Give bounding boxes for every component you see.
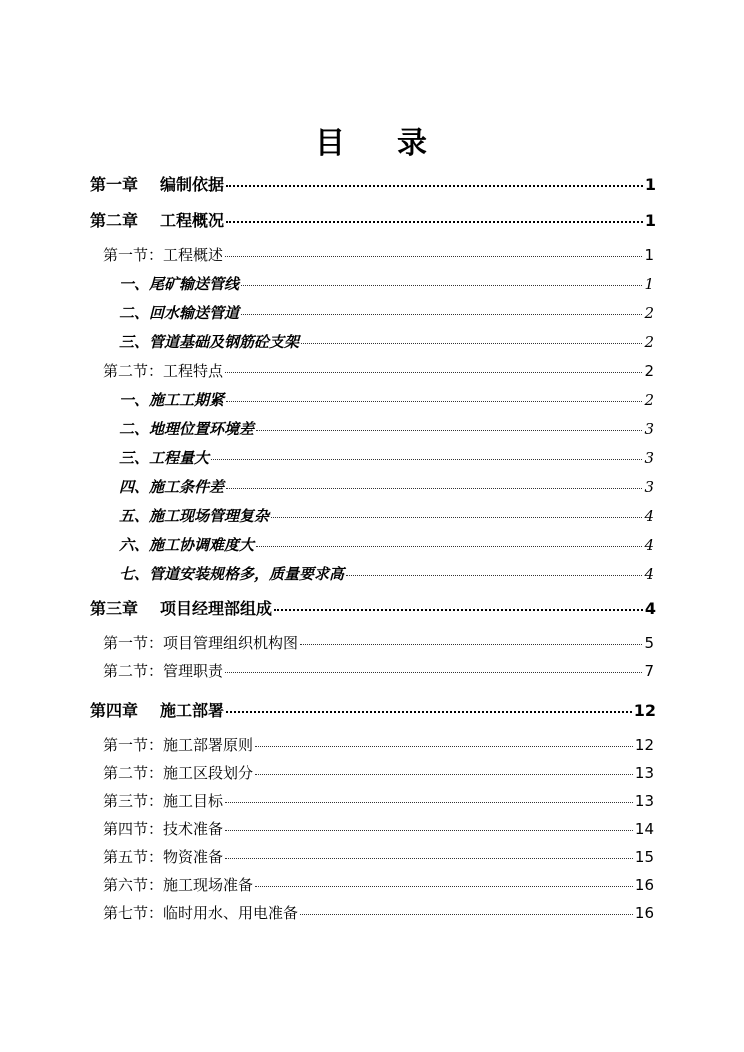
toc-entry-section[interactable] [103,734,654,755]
toc-entry-label: 第一节：项目管理组织机构图 [103,634,299,652]
toc-entry-label: 一、施工工期紧 [119,391,225,409]
toc-entry-label: 第五节：物资准备 [103,848,224,866]
toc-entry-label: 第二节：施工区段划分 [103,764,254,782]
toc-page-number: 3 [644,420,654,438]
toc-entry-chapter[interactable] [90,208,656,231]
toc-entry-section[interactable] [103,244,654,265]
toc-page-number: 1 [644,211,656,230]
toc-page-number: 2 [644,304,654,322]
toc-leader-dots [241,285,642,286]
toc-entry-label: 第二节：管理职责 [103,662,224,680]
toc-page-number: 4 [644,507,654,525]
toc-page-number: 16 [634,876,654,894]
toc-entry-chapter[interactable] [90,596,656,619]
toc-entry-label: 第三章 项目经理部组成 [90,599,273,618]
toc-entry-subsection[interactable] [119,418,654,439]
toc-entry-label: 三、工程量大 [119,449,210,467]
toc-page-number: 13 [634,792,654,810]
toc-leader-dots [225,802,633,803]
toc-leader-dots [256,430,642,431]
toc-page-number: 16 [634,904,654,922]
toc-entry-section[interactable] [103,660,654,681]
toc-entry-subsection[interactable] [119,389,654,410]
toc-leader-dots [226,221,643,223]
toc-leader-dots [255,774,633,775]
toc-entry-subsection[interactable] [119,534,654,555]
toc-leader-dots [225,858,633,859]
toc-entry-section[interactable] [103,790,654,811]
toc-entry-section[interactable] [103,632,654,653]
toc-page-number: 1 [644,175,656,194]
toc-entry-label: 二、回水输送管道 [119,304,240,322]
toc-page-number: 2 [644,391,654,409]
toc-leader-dots [346,575,642,576]
toc-page-number: 3 [644,478,654,496]
toc-entry-label: 三、管道基础及钢筋砼支架 [119,333,300,351]
toc-leader-dots [300,644,642,645]
toc-entry-chapter[interactable] [90,172,656,195]
title-char-1: 目 [315,126,347,161]
title-char-2: 录 [397,126,429,161]
toc-leader-dots [225,256,642,257]
toc-leader-dots [300,914,633,915]
toc-page-number: 15 [634,848,654,866]
toc-page-number: 12 [634,736,654,754]
toc-entry-label: 六、施工协调难度大 [119,536,255,554]
toc-leader-dots [226,185,643,187]
toc-entry-label: 五、施工现场管理复杂 [119,507,270,525]
toc-entry-label: 第四章 施工部署 [90,701,225,720]
toc-page-number: 1 [644,246,654,264]
toc-entry-subsection[interactable] [119,302,654,323]
toc-entry-subsection[interactable] [119,505,654,526]
toc-leader-dots [225,672,642,673]
toc-entry-section[interactable] [103,874,654,895]
toc-page-number: 4 [644,599,656,618]
toc-leader-dots [241,314,642,315]
toc-page-number: 14 [634,820,654,838]
toc-entry-subsection[interactable] [119,331,654,352]
toc-leader-dots [225,372,642,373]
toc-entry-subsection[interactable] [119,563,654,584]
toc-entry-label: 一、尾矿输送管线 [119,275,240,293]
toc-entry-section[interactable] [103,902,654,923]
toc-leader-dots [211,459,642,460]
toc-entry-label: 第四节：技术准备 [103,820,224,838]
toc-entry-section[interactable] [103,846,654,867]
toc-entry-label: 第七节：临时用水、用电准备 [103,904,299,922]
toc-leader-dots [301,343,642,344]
toc-page-number: 4 [644,536,654,554]
toc-page-number: 1 [644,275,654,293]
toc-page-number: 4 [644,565,654,583]
page-title [0,118,744,162]
toc-entry-label: 第二节：工程特点 [103,362,224,380]
toc-entry-subsection[interactable] [119,476,654,497]
toc-page-number: 13 [634,764,654,782]
toc-leader-dots [255,886,633,887]
toc-leader-dots [226,488,642,489]
toc-entry-label: 第一节：施工部署原则 [103,736,254,754]
toc-entry-label: 第二章 工程概况 [90,211,225,230]
toc-entry-label: 七、管道安装规格多，质量要求高 [119,565,345,583]
toc-leader-dots [225,830,633,831]
toc-leader-dots [271,517,642,518]
toc-entry-label: 四、施工条件差 [119,478,225,496]
toc-entry-label: 第六节：施工现场准备 [103,876,254,894]
toc-entry-label: 第一节：工程概述 [103,246,224,264]
toc-entry-section[interactable] [103,360,654,381]
toc-leader-dots [226,711,632,713]
toc-entry-label: 二、地理位置环境差 [119,420,255,438]
toc-entry-label: 第三节：施工目标 [103,792,224,810]
toc-page-number: 3 [644,449,654,467]
toc-page-number: 2 [644,333,654,351]
toc-leader-dots [256,546,642,547]
toc-page-number: 7 [644,662,654,680]
toc-entry-label: 第一章 编制依据 [90,175,225,194]
toc-entry-subsection[interactable] [119,273,654,294]
toc-leader-dots [274,609,643,611]
toc-entry-subsection[interactable] [119,447,654,468]
toc-page-number: 2 [644,362,654,380]
toc-leader-dots [255,746,633,747]
toc-entry-chapter[interactable] [90,698,656,721]
toc-entry-section[interactable] [103,762,654,783]
toc-page-number: 5 [644,634,654,652]
toc-page-number: 12 [633,701,656,720]
toc-leader-dots [226,401,642,402]
toc-entry-section[interactable] [103,818,654,839]
